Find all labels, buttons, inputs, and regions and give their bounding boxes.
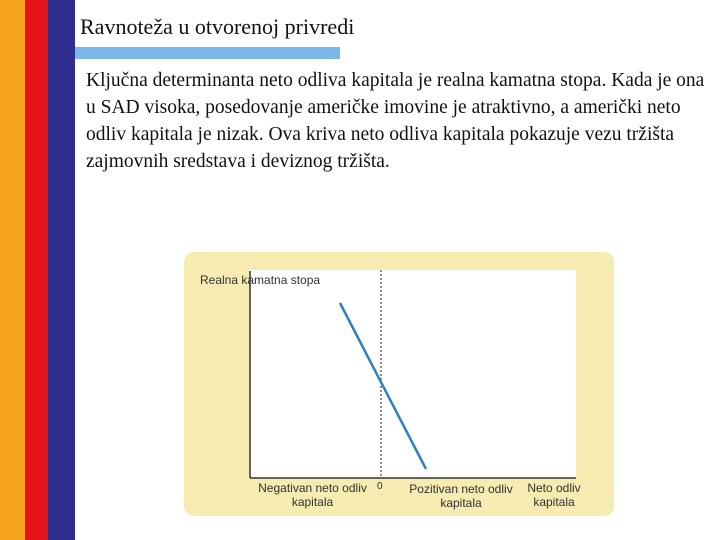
x-axis-label: Neto odliv kapitala — [527, 481, 581, 509]
slide-title: Ravnoteža u otvorenoj privredi — [80, 14, 355, 39]
zero-tick-label: 0 — [377, 481, 383, 492]
body-paragraph: Ključna determinanta neto odliva kapitala je realna kamatna stopa. Kada je ona u SAD visoka, posedovanje američke imovine je atraktivno, a američki neto odliv kapitala je nizak. Ova kriva neto odliva kapitala pokazuje vezu tržišta zajmovnih sredstava i deviznog tržišta. — [86, 70, 705, 172]
net-capital-outflow-curve — [340, 303, 426, 469]
negative-outflow-label: Negativan neto odliv kapitala — [258, 481, 367, 509]
positive-outflow-label: Pozitivan neto odliv kapitala — [409, 482, 513, 510]
y-axis-label: Realna kamatna stopa — [200, 273, 321, 287]
